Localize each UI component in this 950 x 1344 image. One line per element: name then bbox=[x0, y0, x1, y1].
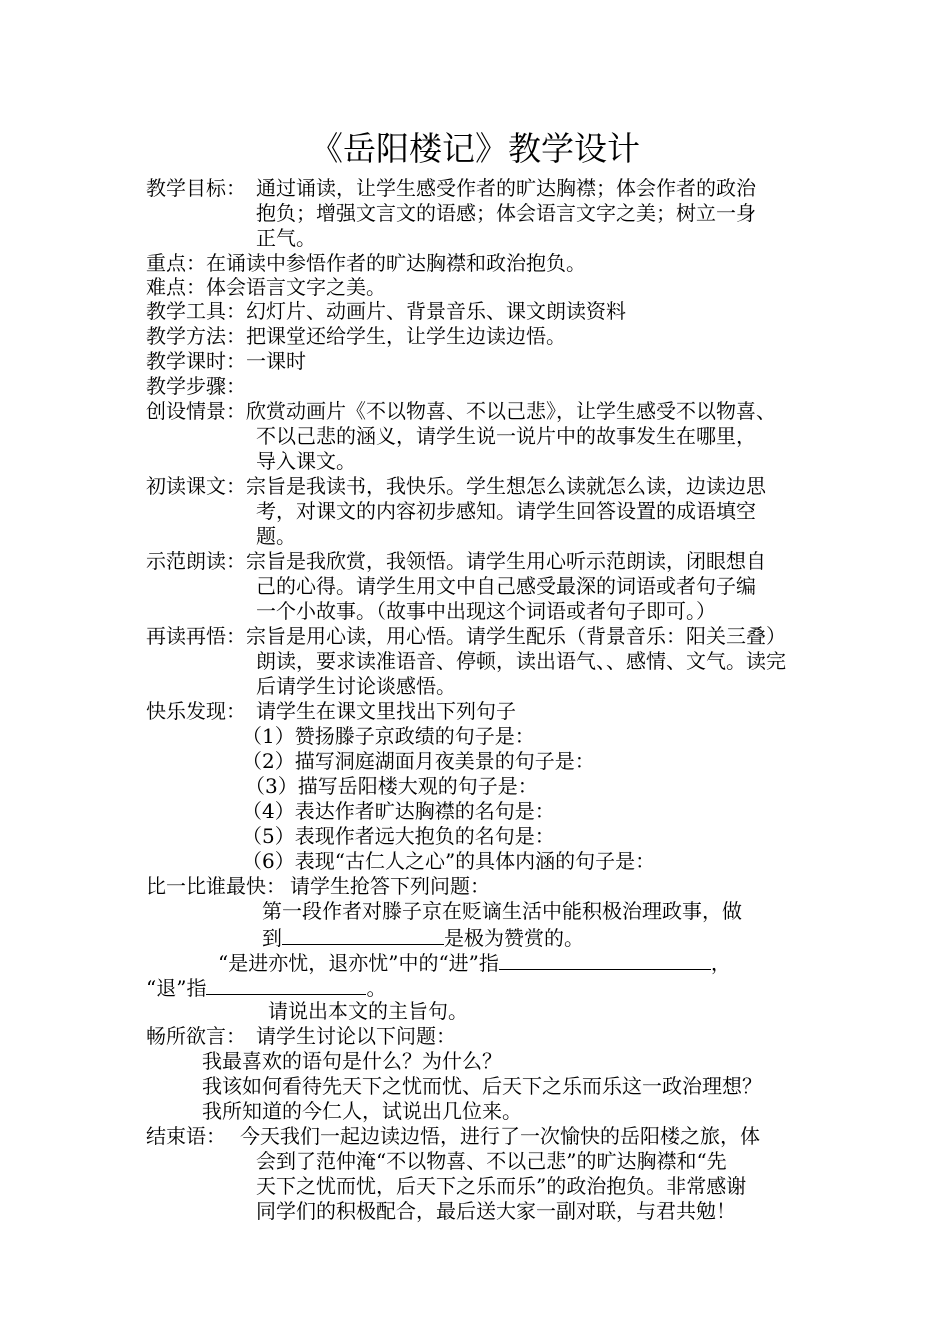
goal-line: 正气。 bbox=[256, 226, 316, 250]
answer-blank[interactable] bbox=[282, 924, 444, 945]
scene-label: 创设情景： bbox=[146, 399, 246, 423]
first-read-line: 题。 bbox=[256, 524, 296, 548]
closing-label: 结束语： bbox=[146, 1124, 226, 1148]
discover-label: 快乐发现： bbox=[146, 699, 246, 723]
first-read-label: 初读课文： bbox=[146, 474, 246, 498]
discuss-label: 畅所欲言： bbox=[146, 1024, 246, 1048]
compete-label: 比一比谁最快： bbox=[146, 874, 286, 898]
goal-line: 抱负；增强文言文的语感；体会语言文字之美；树立一身 bbox=[256, 201, 756, 225]
compete-question bbox=[146, 974, 386, 1001]
discover-item: （2）描写洞庭湖面月夜美景的句子是： bbox=[242, 749, 595, 773]
compete-text: 到 bbox=[262, 926, 282, 950]
compete-intro: 请学生抢答下列问题： bbox=[290, 874, 490, 898]
compete-question bbox=[262, 924, 584, 951]
answer-blank[interactable] bbox=[499, 949, 711, 970]
model-read-line: 己的心得。请学生用文中自己感受最深的词语或者句子编 bbox=[256, 574, 756, 598]
steps-label: 教学步骤： bbox=[146, 374, 246, 398]
compete-text: ， bbox=[710, 951, 731, 975]
scene-line: 导入课文。 bbox=[256, 449, 356, 473]
first-read-line: 考，对课文的内容初步感知。请学生回答设置的成语填空 bbox=[256, 499, 756, 523]
compete-text: “是进亦忧，退亦忧”中的“进”指 bbox=[218, 951, 499, 975]
compete-question: 第一段作者对滕子京在贬谪生活中能积极治理政事，做 bbox=[262, 899, 742, 923]
closing-line: 同学们的积极配合，最后送大家一副对联，与君共勉！ bbox=[256, 1199, 736, 1223]
first-read-line: 宗旨是我读书，我快乐。学生想怎么读就怎么读，边读边思 bbox=[246, 474, 766, 498]
compete-question bbox=[218, 949, 731, 976]
compete-text: 。 bbox=[366, 976, 387, 1000]
model-read-label: 示范朗读： bbox=[146, 549, 246, 573]
closing-line: 会到了范仲淹“不以物喜、不以己悲”的旷达胸襟和“先 bbox=[256, 1149, 727, 1173]
discuss-intro: 请学生讨论以下问题： bbox=[256, 1024, 456, 1048]
reread-line: 朗读，要求读准语音、停顿，读出语气、、感情、文气。读完 bbox=[256, 649, 786, 673]
teaching-tools: 教学工具：幻灯片、动画片、背景音乐、课文朗读资料 bbox=[146, 299, 626, 323]
scene-line: 不以己悲的涵义，请学生说一说片中的故事发生在哪里， bbox=[256, 424, 756, 448]
compete-text: 是极为赞赏的。 bbox=[444, 926, 584, 950]
key-point: 重点：在诵读中参悟作者的旷达胸襟和政治抱负。 bbox=[146, 251, 586, 275]
compete-text: “退”指 bbox=[146, 976, 207, 1000]
document-title: 《岳阳楼记》教学设计 bbox=[310, 129, 640, 168]
discover-item: （4）表达作者旷达胸襟的名句是： bbox=[242, 799, 555, 823]
discuss-item: 我所知道的今仁人，试说出几位来。 bbox=[202, 1099, 522, 1123]
discover-item: （6）表现“古仁人之心”的具体内涵的句子是： bbox=[242, 849, 656, 873]
teaching-periods: 教学课时：一课时 bbox=[146, 349, 306, 373]
difficulty: 难点：体会语言文字之美。 bbox=[146, 275, 386, 299]
closing-line: 今天我们一起边读边悟，进行了一次愉快的岳阳楼之旅，体 bbox=[240, 1124, 760, 1148]
closing-line: 天下之忧而忧，后天下之乐而乐”的政治抱负。非常感谢 bbox=[256, 1174, 747, 1198]
goal-label: 教学目标： bbox=[146, 176, 246, 200]
answer-blank[interactable] bbox=[206, 974, 366, 995]
reread-line: 宗旨是用心读，用心悟。请学生配乐（背景音乐：阳关三叠） bbox=[246, 624, 786, 648]
teaching-method: 教学方法：把课堂还给学生，让学生边读边悟。 bbox=[146, 324, 566, 348]
scene-line: 欣赏动画片《不以物喜、不以己悲》，让学生感受不以物喜、 bbox=[246, 399, 776, 423]
goal-line: 通过诵读，让学生感受作者的旷达胸襟；体会作者的政治 bbox=[256, 176, 756, 200]
discuss-item: 我该如何看待先天下之忧而忧、后天下之乐而乐这一政治理想？ bbox=[202, 1074, 762, 1098]
discover-item: （1）赞扬滕子京政绩的句子是： bbox=[242, 724, 535, 748]
reread-label: 再读再悟： bbox=[146, 624, 246, 648]
discover-item: （3）描写岳阳楼大观的句子是： bbox=[245, 774, 538, 798]
discuss-item: 我最喜欢的语句是什么？为什么？ bbox=[202, 1049, 502, 1073]
reread-line: 后请学生讨论谈感悟。 bbox=[256, 674, 456, 698]
model-read-line: 宗旨是我欣赏，我领悟。请学生用心听示范朗读，闭眼想自 bbox=[246, 549, 766, 573]
discover-intro: 请学生在课文里找出下列句子 bbox=[256, 699, 516, 723]
model-read-line: 一个小故事。（故事中出现这个词语或者句子即可。） bbox=[256, 599, 716, 623]
compete-question: 请说出本文的主旨句。 bbox=[268, 999, 468, 1023]
discover-item: （5）表现作者远大抱负的名句是： bbox=[242, 824, 555, 848]
